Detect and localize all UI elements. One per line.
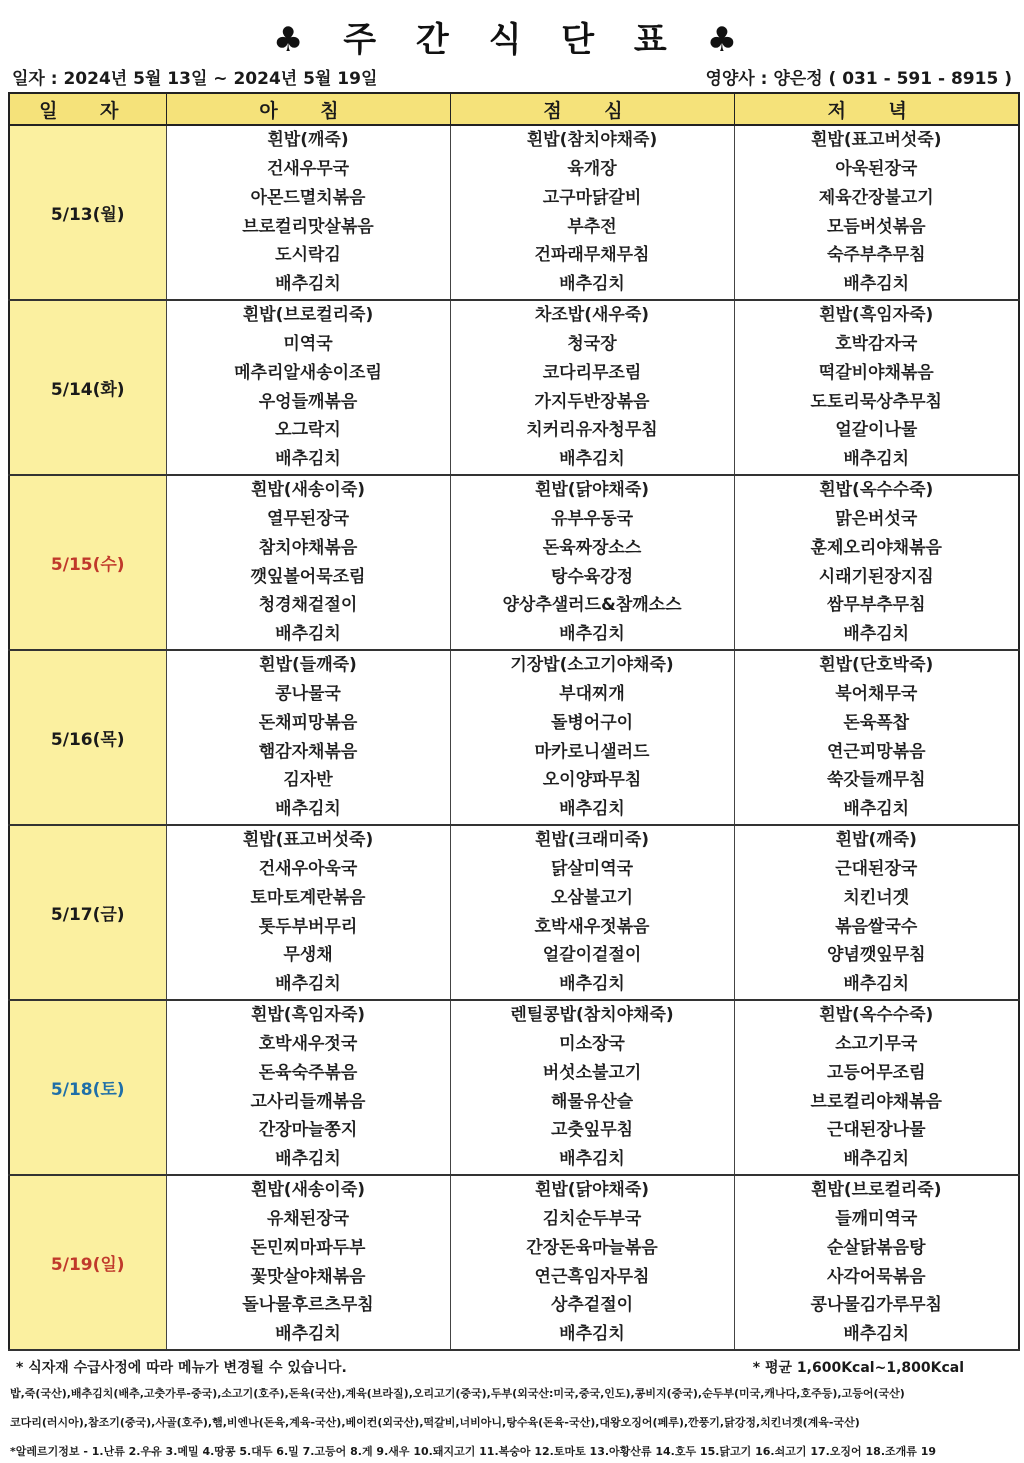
lunch-menu-list (451, 1001, 734, 1174)
day-date: 5/15(수) (9, 475, 166, 650)
menu-item: 흰밥(표고버섯죽) (242, 830, 374, 851)
menu-item: 고춧잎무침 (550, 1120, 634, 1141)
menu-item: 배추김치 (559, 974, 625, 995)
menu-item: 호박새우젓볶음 (534, 916, 650, 937)
dinner-menu-list (735, 826, 1019, 999)
menu-item: 사각어묵볶음 (826, 1266, 926, 1287)
menu-item: 톳두부버무리 (258, 916, 358, 937)
day-date: 5/19(일) (9, 1175, 166, 1350)
day-date: 5/18(토) (9, 1000, 166, 1175)
lunch-menu-list (451, 126, 734, 299)
breakfast-cell (166, 1175, 450, 1350)
lunch-cell (450, 125, 734, 300)
dinner-cell (734, 650, 1019, 825)
menu-item: 배추김치 (559, 449, 625, 470)
lunch-cell (450, 1000, 734, 1175)
breakfast-menu-list (167, 476, 450, 649)
menu-item: 부추전 (567, 216, 617, 237)
day-date: 5/16(목) (9, 650, 166, 825)
calorie-note: * 평균 1,600Kcal~1,800Kcal (752, 1360, 964, 1376)
day-date: 5/13(월) (9, 125, 166, 300)
menu-item: 떡갈비야채볶음 (818, 362, 934, 383)
menu-item: 토마토계란볶음 (250, 887, 366, 908)
menu-item: 브로컬리맛살볶음 (242, 216, 374, 237)
breakfast-menu-list (167, 651, 450, 824)
menu-item: 배추김치 (275, 624, 341, 645)
day-row (9, 825, 1019, 1000)
menu-item: 배추김치 (559, 1149, 625, 1170)
menu-item: 치킨너겟 (843, 887, 910, 908)
menu-item: 흰밥(흑임자죽) (819, 305, 934, 326)
breakfast-cell (166, 825, 450, 1000)
menu-item: 마카로니샐러드 (534, 741, 650, 762)
lunch-cell (450, 300, 734, 475)
menu-item: 고구마닭갈비 (542, 187, 642, 208)
menu-item: 연근흑임자무침 (534, 1266, 650, 1287)
dietitian-contact: 영양사 : 양은정 ( 031 - 591 - 8915 ) (705, 69, 1012, 89)
breakfast-cell (166, 125, 450, 300)
day-row (9, 1000, 1019, 1175)
menu-item: 쌈무부추무침 (826, 595, 926, 616)
date-range: 일자 : 2024년 5월 13일 ~ 2024년 5월 19일 (12, 69, 378, 89)
menu-item: 돈육숙주볶음 (258, 1062, 358, 1083)
menu-item: 브로컬리야채볶음 (810, 1091, 942, 1112)
dinner-cell (734, 475, 1019, 650)
menu-item: 돈민찌마파두부 (250, 1237, 366, 1258)
menu-item: 미역국 (283, 333, 333, 354)
menu-item: 건새우무국 (266, 158, 350, 179)
menu-item: 유부우동국 (550, 508, 634, 529)
breakfast-cell (166, 300, 450, 475)
menu-item: 배추김치 (559, 1324, 625, 1345)
menu-item: 흰밥(닭야채죽) (534, 1180, 650, 1201)
lunch-menu-list (451, 826, 734, 999)
menu-item: 흰밥(참치야채죽) (526, 130, 658, 151)
menu-item: 모듬버섯볶음 (826, 216, 926, 237)
menu-item: 닭살미역국 (550, 858, 634, 879)
column-header-breakfast: 아 침 (166, 93, 450, 125)
menu-item: 오삼불고기 (550, 887, 634, 908)
breakfast-menu-list (167, 1001, 450, 1174)
menu-item: 숙주부추무침 (826, 245, 926, 266)
column-header-lunch: 점 심 (450, 93, 734, 125)
breakfast-menu-list (167, 126, 450, 299)
day-row (9, 650, 1019, 825)
dinner-menu-list (735, 1001, 1019, 1174)
menu-item: 양념깻잎무침 (826, 945, 926, 966)
menu-item: 배추김치 (559, 274, 625, 295)
dinner-cell (734, 125, 1019, 300)
menu-item: 돌나물후르츠무침 (242, 1295, 374, 1316)
menu-item: 배추김치 (843, 624, 910, 645)
day-row (9, 125, 1019, 300)
menu-item: 흰밥(새송이죽) (250, 1180, 366, 1201)
lunch-cell (450, 475, 734, 650)
lunch-menu-list (451, 476, 734, 649)
menu-item: 기장밥(소고기야채죽) (510, 655, 674, 676)
menu-item: 건새우아욱국 (258, 858, 358, 879)
menu-item: 배추김치 (275, 449, 341, 470)
menu-item: 가지두반장볶음 (534, 391, 650, 412)
menu-item: 버섯소불고기 (542, 1062, 642, 1083)
menu-item: 육개장 (567, 158, 617, 179)
weekly-menu-table (8, 92, 1020, 1351)
menu-item: 얼갈이겉절이 (542, 945, 642, 966)
menu-item: 배추김치 (843, 449, 910, 470)
menu-item: 돈육짜장소스 (542, 537, 642, 558)
menu-item: 흰밥(브로컬리죽) (811, 1180, 942, 1201)
lunch-menu-list (451, 651, 734, 824)
dinner-cell (734, 825, 1019, 1000)
menu-item: 배추김치 (559, 624, 625, 645)
menu-item: 미소장국 (559, 1033, 625, 1054)
menu-item: 소고기무국 (835, 1033, 918, 1054)
menu-item: 흰밥(옥수수죽) (819, 480, 934, 501)
menu-item: 김치순두부국 (542, 1208, 642, 1229)
lunch-menu-list (451, 301, 734, 474)
lunch-menu-list (451, 1176, 734, 1349)
dinner-cell (734, 1175, 1019, 1350)
menu-item: 고등어무조림 (826, 1062, 926, 1083)
dinner-cell (734, 300, 1019, 475)
menu-item: 배추김치 (275, 274, 341, 295)
menu-item: 청국장 (567, 333, 617, 354)
menu-item: 흰밥(브로컬리죽) (242, 305, 374, 326)
menu-item: 배추김치 (275, 1324, 341, 1345)
breakfast-menu-list (167, 301, 450, 474)
menu-item: 유채된장국 (266, 1208, 350, 1229)
menu-item: 흰밥(흑임자죽) (250, 1005, 366, 1026)
day-date: 5/17(금) (9, 825, 166, 1000)
menu-item: 김자반 (283, 770, 333, 791)
menu-item: 흰밥(단호박죽) (819, 655, 934, 676)
allergy-info: *알레르기정보 - 1.난류 2.우유 3.메밀 4.땅콩 5.대두 6.밀 7.고등어 8.게 9.새우 10.돼지고기 11.복숭아 12.토마토 13.아황산류 14.호두 15.닭고기 16.쇠고기 17.오징어 18.조개류 19 (10, 1445, 937, 1458)
menu-item: 시래기된장지짐 (818, 566, 934, 587)
menu-item: 꽃맛살야채볶음 (250, 1266, 366, 1287)
day-row (9, 300, 1019, 475)
menu-change-note: * 식자재 수급사정에 따라 메뉴가 변경될 수 있습니다. (16, 1360, 347, 1376)
breakfast-cell (166, 650, 450, 825)
menu-item: 렌틸콩밥(참치야채죽) (510, 1005, 674, 1026)
breakfast-menu-list (167, 1176, 450, 1349)
menu-item: 참치야채볶음 (258, 537, 358, 558)
lunch-cell (450, 825, 734, 1000)
menu-item: 깻잎볼어묵조림 (250, 566, 366, 587)
menu-item: 배추김치 (843, 974, 910, 995)
menu-item: 코다리무조림 (542, 362, 642, 383)
dinner-menu-list (735, 1176, 1019, 1349)
menu-item: 간장돈육마늘볶음 (526, 1237, 658, 1258)
menu-item: 연근피망볶음 (826, 741, 926, 762)
menu-item: 아욱된장국 (835, 158, 918, 179)
menu-item: 얼갈이나물 (835, 420, 918, 441)
day-date: 5/14(화) (9, 300, 166, 475)
menu-item: 배추김치 (843, 274, 910, 295)
menu-item: 치커리유자청무침 (526, 420, 658, 441)
menu-item: 볶음쌀국수 (835, 916, 918, 937)
menu-item: 배추김치 (843, 799, 910, 820)
column-header-dinner: 저 녁 (734, 93, 1019, 125)
menu-item: 배추김치 (275, 1149, 341, 1170)
menu-item: 오그락지 (275, 420, 341, 441)
menu-item: 햄감자채볶음 (258, 741, 358, 762)
menu-item: 들깨미역국 (835, 1208, 918, 1229)
dinner-menu-list (735, 651, 1019, 824)
lunch-cell (450, 650, 734, 825)
menu-item: 도시락김 (275, 245, 341, 266)
menu-item: 훈제오리야채볶음 (810, 537, 942, 558)
menu-item: 양상추샐러드&참깨소스 (502, 595, 682, 616)
menu-item: 돈육폭찹 (843, 712, 910, 733)
menu-item: 차조밥(새우죽) (534, 305, 650, 326)
menu-item: 배추김치 (275, 799, 341, 820)
origin-info-line-1: 밥,죽(국산),배추김치(배추,고춧가루-중국),소고기(호주),돈육(국산),계육(브라질),오리고기(중국),두부(외국산:미국,중국,인도),콩비지(중국),순두부(미국,캐나다,호주등),고등어(국산) (10, 1387, 905, 1400)
dinner-cell (734, 1000, 1019, 1175)
menu-item: 건파래무채무침 (534, 245, 650, 266)
menu-item: 고사리들깨볶음 (250, 1091, 366, 1112)
menu-item: 배추김치 (559, 799, 625, 820)
table-header-row (9, 93, 1019, 125)
menu-item: 무생채 (283, 945, 333, 966)
menu-item: 돌병어구이 (550, 712, 634, 733)
menu-item: 배추김치 (275, 974, 341, 995)
menu-item: 흰밥(들깨죽) (259, 655, 357, 676)
lunch-cell (450, 1175, 734, 1350)
menu-item: 청경채겉절이 (258, 595, 358, 616)
menu-item: 부대찌개 (559, 683, 625, 704)
menu-item: 흰밥(새송이죽) (250, 480, 366, 501)
origin-info-line-2: 코다리(러시아),참조기(중국),사골(호주),햄,비엔나(돈육,계육-국산),베이컨(외국산),떡갈비,너비아니,탕수육(돈육-국산),대왕오징어(페루),깐풍기,닭강정,치킨너겟(계육-국산) (10, 1416, 860, 1429)
menu-item: 배추김치 (843, 1324, 910, 1345)
menu-item: 배추김치 (843, 1149, 910, 1170)
menu-item: 쑥갓들깨무침 (826, 770, 926, 791)
menu-item: 메추리알새송이조림 (234, 362, 382, 383)
menu-item: 탕수육강정 (550, 566, 634, 587)
column-header-date: 일 자 (9, 93, 166, 125)
menu-item: 근대된장국 (835, 858, 918, 879)
menu-item: 열무된장국 (266, 508, 350, 529)
menu-item: 콩나물김가루무침 (810, 1295, 942, 1316)
menu-item: 순살닭볶음탕 (826, 1237, 926, 1258)
menu-item: 콩나물국 (275, 683, 341, 704)
menu-item: 오이양파무침 (542, 770, 642, 791)
menu-item: 도토리묵상추무침 (810, 391, 942, 412)
dinner-menu-list (735, 301, 1019, 474)
menu-item: 맑은버섯국 (835, 508, 918, 529)
menu-item: 간장마늘쫑지 (258, 1120, 358, 1141)
menu-item: 제육간장불고기 (818, 187, 934, 208)
menu-item: 호박새우젓국 (258, 1033, 358, 1054)
menu-item: 아몬드멸치볶음 (250, 187, 366, 208)
menu-item: 상추겉절이 (550, 1295, 634, 1316)
menu-item: 흰밥(닭야채죽) (534, 480, 650, 501)
day-row (9, 1175, 1019, 1350)
menu-item: 근대된장나물 (826, 1120, 926, 1141)
menu-item: 호박감자국 (835, 333, 918, 354)
dinner-menu-list (735, 126, 1019, 299)
breakfast-cell (166, 1000, 450, 1175)
breakfast-cell (166, 475, 450, 650)
menu-item: 돈채피망볶음 (258, 712, 358, 733)
menu-item: 흰밥(깨죽) (267, 130, 349, 151)
page-title: ♣ 주 간 식 단 표 ♣ (272, 20, 752, 60)
breakfast-menu-list (167, 826, 450, 999)
menu-item: 우엉들깨볶음 (258, 391, 358, 412)
menu-item: 흰밥(표고버섯죽) (811, 130, 942, 151)
menu-item: 해물유산슬 (550, 1091, 634, 1112)
menu-item: 북어채무국 (835, 683, 918, 704)
menu-item: 흰밥(옥수수죽) (819, 1005, 934, 1026)
day-row (9, 475, 1019, 650)
menu-item: 흰밥(크래미죽) (534, 830, 650, 851)
menu-item: 흰밥(깨죽) (835, 830, 917, 851)
dinner-menu-list (735, 476, 1019, 649)
